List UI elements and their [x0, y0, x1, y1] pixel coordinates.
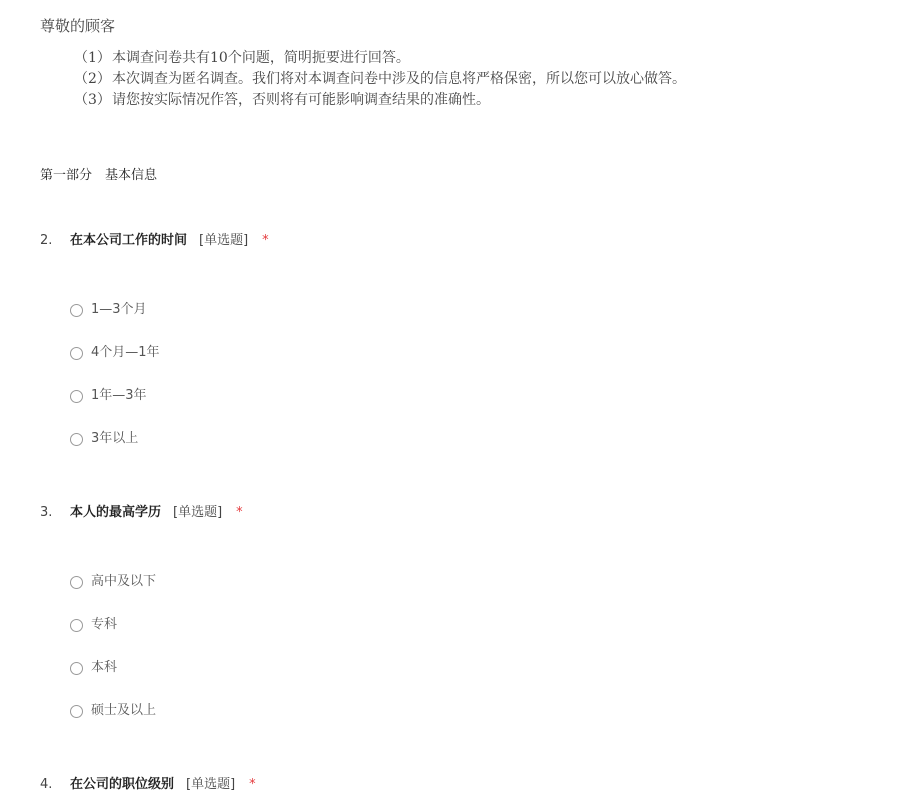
- intro-number: （3）: [74, 92, 111, 108]
- option-high-school-or-below[interactable]: [70, 573, 156, 591]
- intro-number: （2）: [74, 71, 111, 87]
- required-marker: *: [249, 777, 256, 792]
- option-label: 4个月—1年: [91, 345, 160, 360]
- question-type: [单选题]: [186, 777, 236, 792]
- option-bachelor[interactable]: [70, 659, 117, 677]
- intro-text: 请您按实际情况作答，否则将有可能影响调查结果的准确性。: [112, 92, 490, 108]
- option-master-or-above[interactable]: [70, 702, 156, 720]
- question-title: 在本公司工作的时间: [70, 233, 188, 248]
- option-label: 本科: [91, 660, 118, 675]
- radio-button[interactable]: [70, 433, 83, 446]
- intro-list: [74, 48, 686, 111]
- radio-button[interactable]: [70, 619, 83, 632]
- intro-item: [74, 69, 686, 90]
- question-number: 4.: [40, 777, 53, 792]
- option-label: 高中及以下: [91, 574, 157, 589]
- radio-button[interactable]: [70, 705, 83, 718]
- option-over-3-years[interactable]: [70, 430, 138, 448]
- option-1-3-months[interactable]: [70, 301, 147, 319]
- option-associate-degree[interactable]: [70, 616, 117, 634]
- question-header: [40, 504, 243, 522]
- option-label: 3年以上: [91, 431, 139, 446]
- question-title: 在公司的职位级别: [70, 777, 175, 792]
- question-number: 2.: [40, 233, 53, 248]
- option-1-3-years[interactable]: [70, 387, 147, 405]
- intro-item: [74, 90, 686, 111]
- radio-button[interactable]: [70, 347, 83, 360]
- section-title: 第一部分 基本信息: [40, 168, 158, 183]
- radio-button[interactable]: [70, 662, 83, 675]
- question-type: [单选题]: [173, 505, 223, 520]
- radio-button[interactable]: [70, 576, 83, 589]
- question-header: [40, 776, 256, 794]
- option-label: 1年—3年: [91, 388, 147, 403]
- option-label: 专科: [91, 617, 118, 632]
- radio-button[interactable]: [70, 390, 83, 403]
- greeting: 尊敬的顾客: [40, 17, 116, 35]
- question-header: [40, 232, 269, 250]
- question-title: 本人的最高学历: [70, 505, 162, 520]
- intro-text: 本调查问卷共有10个问题，简明扼要进行回答。: [112, 50, 410, 66]
- option-label: 硕士及以上: [91, 703, 157, 718]
- required-marker: *: [236, 505, 243, 520]
- radio-button[interactable]: [70, 304, 83, 317]
- option-4-months-1-year[interactable]: [70, 344, 160, 362]
- option-label: 1—3个月: [91, 302, 147, 317]
- question-number: 3.: [40, 505, 53, 520]
- intro-number: （1）: [74, 50, 111, 66]
- intro-text: 本次调查为匿名调查。我们将对本调查问卷中涉及的信息将严格保密，所以您可以放心做答。: [112, 71, 686, 87]
- question-type: [单选题]: [199, 233, 249, 248]
- required-marker: *: [262, 233, 269, 248]
- intro-item: [74, 48, 686, 69]
